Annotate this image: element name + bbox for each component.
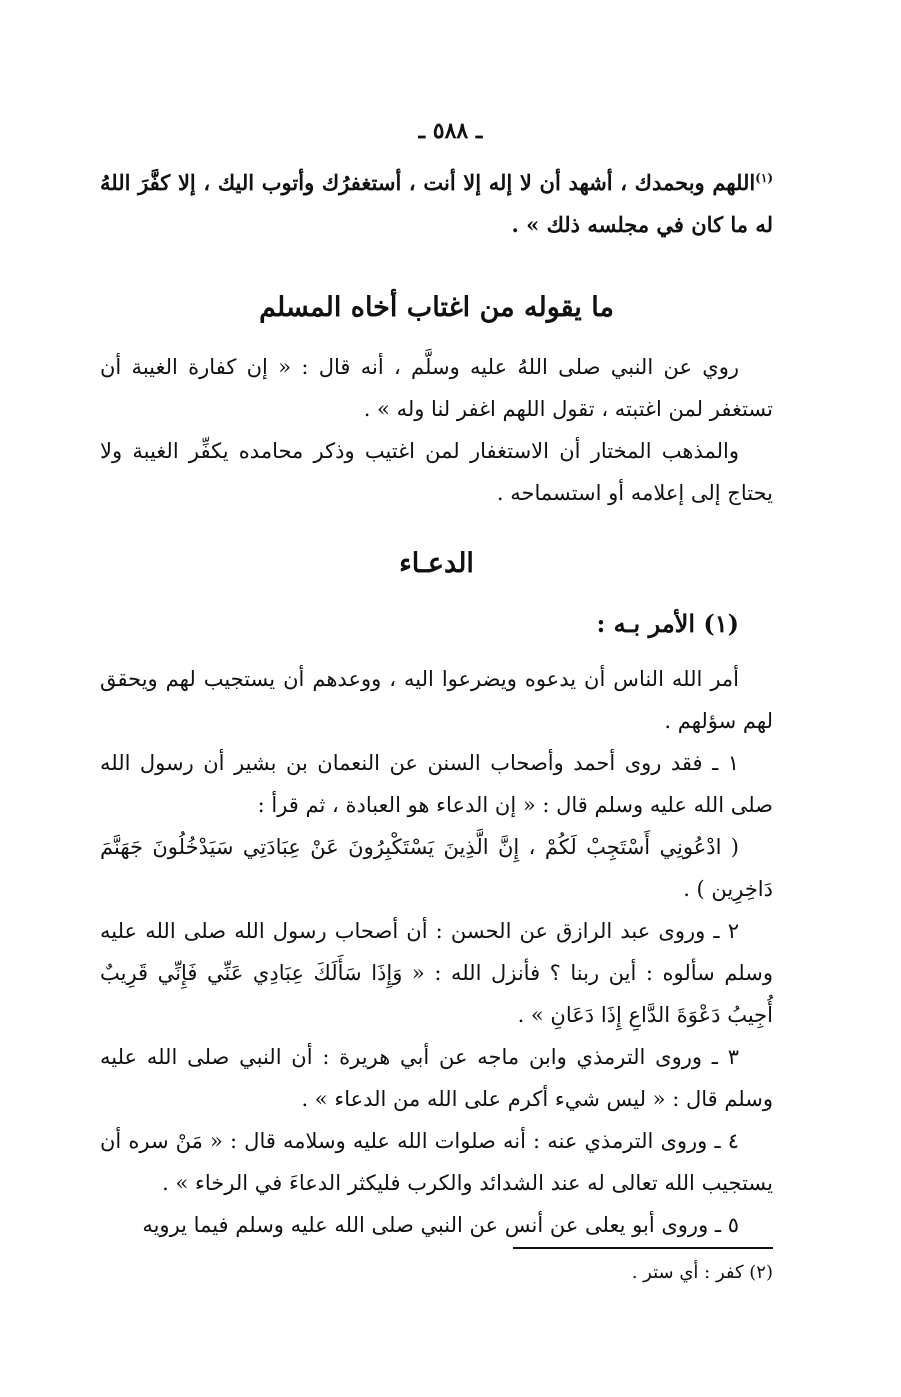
subheading-command: (١) الأمر بـه : (596, 609, 739, 638)
paragraph: ١ ـ فقد روى أحمد وأصحاب السنن عن النعمان بن بشير أن رسول الله صلى الله عليه وسلم قال : « إن الدعاء هو العبادة ، ثم قرأ : (100, 751, 773, 817)
paragraph: روي عن النبي صلى اللهُ عليه وسلَّم ، أنه قال : « إن كفارة الغيبة أن تستغفر لمن اغتبته ، تقول اللهم اغفر لنا وله » . (100, 355, 773, 421)
footnote: (٢) كفر : أي ستر . (631, 1262, 773, 1283)
paragraph: والمذهب المختار أن الاستغفار لمن اغتيب وذكر محامده يكفِّر الغيبة ولا يحتاج إلى إعلامه أو استسماحه . (100, 439, 773, 505)
footnote-marker: (١) (755, 171, 773, 185)
paragraph: ٢ ـ وروى عبد الرازق عن الحسن : أن أصحاب رسول الله صلى الله عليه وسلم سألوه : أين ربنا ؟ فأنزل الله : « وَإِذَا سَأَلَكَ عِبَادِي عَنِّي فَإِنِّي قَرِيبٌ أُجِيبُ دَعْوَةَ الدَّاعِ إِذَا دَعَانِ » . (100, 919, 773, 1027)
page-number: ـ ٥٨٨ ـ (418, 118, 483, 144)
section-title-dua: الدعـاء (399, 548, 474, 579)
page-body (100, 162, 773, 1246)
footnote-divider (513, 1247, 773, 1249)
section-title-backbiting: ما يقوله من اغتاب أخاه المسلم (259, 292, 614, 323)
quran-verse: ( ادْعُونِي أَسْتَجِبْ لَكُمْ ، إِنَّ الَّذِينَ يَسْتَكْبِرُونَ عَنْ عِبَادَتِي سَيَدْخُلُونَ جَهَنَّمَ دَاخِرِين ) . (100, 835, 773, 901)
intro-paragraph (100, 162, 773, 246)
paragraph: ٣ ـ وروى الترمذي وابن ماجه عن أبي هريرة : أن النبي صلى الله عليه وسلم قال : « ليس شيء أكرم على الله من الدعاء » . (100, 1045, 773, 1111)
intro-text: اللهم وبحمدك ، أشهد أن لا إله إلا أنت ، أستغفرُك وأتوب اليك ، إلا كفَّرَ اللهُ له ما كان في مجلسه ذلك » . (100, 170, 773, 237)
paragraph: أمر الله الناس أن يدعوه ويضرعوا اليه ، ووعدهم أن يستجيب لهم ويحقق لهم سؤلهم . (100, 667, 773, 733)
paragraph: ٤ ـ وروى الترمذي عنه : أنه صلوات الله عليه وسلامه قال : « مَنْ سره أن يستجيب الله تعالى له عند الشدائد والكرب فليكثر الدعاءَ في الرخاء » . (100, 1129, 773, 1195)
paragraph: ٥ ـ وروى أبو يعلى عن أنس عن النبي صلى الله عليه وسلم فيما يرويه (142, 1213, 739, 1237)
